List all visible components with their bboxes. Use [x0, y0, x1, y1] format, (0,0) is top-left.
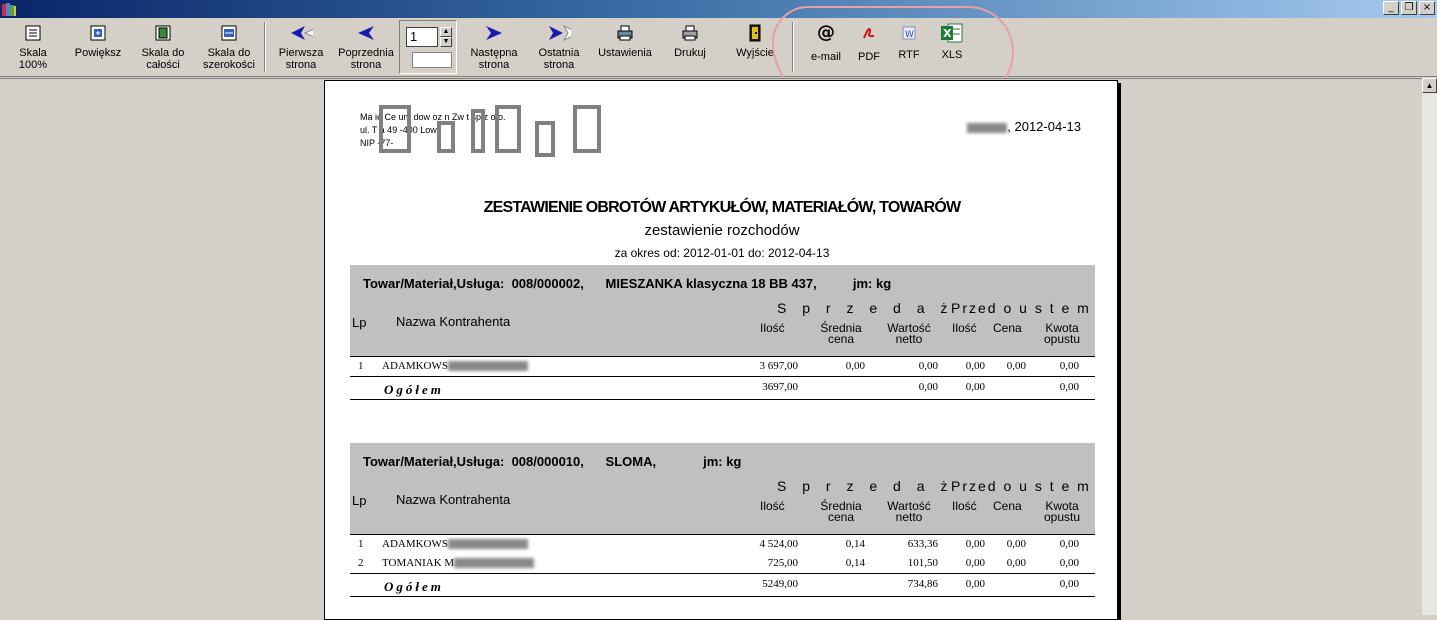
toolbar-separator	[264, 22, 266, 72]
zoom-label: Powiększ	[74, 47, 122, 59]
redaction-box	[437, 121, 455, 153]
email-label: e-mail	[811, 51, 841, 63]
qty2-header: Ilość	[952, 499, 977, 513]
print-label: Drukuj	[674, 47, 706, 59]
fit-width-label: Skala do szerokości	[203, 47, 255, 71]
discount-amount-header: Kwota opustu	[1043, 499, 1081, 524]
price-header: Cena	[993, 499, 1022, 513]
company-line: ul. T a 49 -400 Low	[360, 125, 437, 135]
item-section	[350, 265, 1095, 400]
email-at-icon: @	[817, 22, 835, 43]
net-value-header: Wartość netto	[887, 321, 931, 346]
contractor-header: Nazwa Kontrahenta	[396, 492, 511, 507]
last-page-button[interactable]	[532, 22, 586, 74]
scale-100-label: Skala 100%	[18, 47, 48, 71]
redacted-name	[448, 539, 528, 549]
scale-100-button[interactable]	[12, 22, 54, 74]
fit-width-icon	[217, 22, 241, 44]
pdf-label: PDF	[858, 51, 880, 63]
app-icon	[1, 1, 17, 17]
item-section	[350, 443, 1095, 597]
redaction-box	[379, 105, 411, 153]
next-page-icon	[482, 22, 506, 44]
spin-down-icon[interactable]: ▼	[440, 37, 452, 47]
spin-up-icon[interactable]: ▲	[440, 27, 452, 37]
title-bar	[0, 0, 1437, 18]
next-page-button[interactable]	[468, 22, 520, 74]
item-heading: Towar/Materiał,Usługa: 008/000010, SLOMA, jm: kg	[363, 454, 742, 469]
prev-page-label: Poprzednia strona	[338, 47, 394, 71]
page-spinner[interactable]	[440, 27, 452, 47]
redaction-box	[535, 121, 555, 157]
item-heading: Towar/Materiał,Usługa: 008/000002, MIESZANKA klasyczna 18 BB 437, jm: kg	[363, 276, 892, 291]
discount-header: Przed o u s t e m	[951, 478, 1091, 494]
section-header	[350, 265, 1095, 357]
first-page-label: Pierwsza strona	[278, 47, 324, 71]
page-navigator	[399, 20, 457, 74]
exit-door-icon	[743, 22, 767, 44]
sales-header: S p r z e d a ż	[777, 300, 954, 316]
scroll-up-icon[interactable]: ▲	[1422, 78, 1437, 93]
redaction-box	[495, 105, 521, 153]
next-page-label: Następna strona	[470, 47, 518, 71]
vertical-scrollbar[interactable]	[1422, 78, 1437, 615]
report-period: za okres od: 2012-01-01 do: 2012-04-13	[614, 246, 830, 260]
fit-page-icon	[151, 22, 175, 44]
sales-header: S p r z e d a ż	[777, 478, 954, 494]
close-button[interactable]: ×	[1419, 1, 1435, 15]
fit-width-button[interactable]	[202, 22, 256, 74]
company-line: NIP -77-	[360, 138, 394, 148]
net-value-header: Wartość netto	[887, 499, 931, 524]
prev-page-icon	[354, 22, 378, 44]
svg-text:X: X	[943, 27, 952, 40]
printer-settings-icon	[613, 22, 637, 44]
redaction-box	[573, 105, 601, 153]
qty-header: Ilość	[760, 499, 785, 513]
table-row: 1 ADAMKOWS 3 697,00 0,00 0,00 0,00 0,00 0,00	[358, 360, 1079, 372]
total-row: Ogółem 5249,00 734,86 0,00 0,00	[350, 573, 1095, 597]
redacted-name	[448, 361, 528, 371]
section-header	[350, 443, 1095, 535]
lp-header: Lp	[352, 315, 367, 330]
printer-icon	[678, 22, 702, 44]
print-button[interactable]	[666, 22, 714, 74]
toolbar	[0, 18, 1437, 77]
avg-price-header: Średnia cena	[820, 321, 862, 346]
table-row: 2 TOMANIAK M 725,00 0,14 101,50 0,00 0,00 0,00	[358, 557, 1079, 569]
discount-amount-header: Kwota opustu	[1043, 321, 1081, 346]
redacted-name	[454, 558, 534, 568]
rtf-label: RTF	[898, 49, 920, 61]
avg-price-header: Średnia cena	[820, 499, 862, 524]
table-row: 1 ADAMKOWS 4 524,00 0,14 633,36 0,00 0,00 0,00	[358, 538, 1079, 550]
first-page-icon	[289, 22, 313, 44]
page-scale-icon	[21, 22, 45, 44]
page-total-field	[412, 52, 452, 68]
redaction-box	[471, 109, 485, 153]
xls-label: XLS	[941, 49, 963, 61]
zoom-button[interactable]	[72, 22, 124, 74]
qty-header: Ilość	[760, 321, 785, 335]
restore-button[interactable]: ❐	[1401, 1, 1417, 15]
report-subtitle: zestawienie rozchodów	[644, 222, 800, 239]
prev-page-button[interactable]	[336, 22, 396, 74]
page-number-input[interactable]: 1	[406, 27, 438, 47]
fit-whole-button[interactable]	[138, 22, 188, 74]
total-row: Ogółem 3697,00 0,00 0,00 0,00	[350, 376, 1095, 400]
discount-header: Przed o u s t e m	[951, 300, 1091, 316]
contractor-header: Nazwa Kontrahenta	[396, 314, 511, 329]
lp-header: Lp	[352, 493, 367, 508]
report-page	[324, 80, 1118, 620]
qty2-header: Ilość	[952, 321, 977, 335]
first-page-button[interactable]	[276, 22, 326, 74]
minimize-button[interactable]: _	[1383, 1, 1399, 15]
company-line: Ma ie Ce um dow oz n Zw t sp z o.o.	[360, 112, 506, 122]
svg-text:W: W	[905, 30, 914, 40]
place-date: , 2012-04-13	[967, 119, 1081, 134]
redacted-place	[967, 123, 1007, 133]
exit-label: Wyjście	[736, 47, 774, 59]
price-header: Cena	[993, 321, 1022, 335]
report-title: ZESTAWIENIE OBROTÓW ARTYKUŁÓW, MATERIAŁÓW, TOWARÓW	[483, 199, 961, 216]
settings-label: Ustawienia	[598, 47, 652, 59]
fit-whole-label: Skala do całości	[141, 47, 185, 71]
settings-button[interactable]	[596, 22, 654, 74]
last-page-icon	[547, 22, 571, 44]
zoom-icon	[86, 22, 110, 44]
last-page-label: Ostatnia strona	[538, 47, 580, 71]
